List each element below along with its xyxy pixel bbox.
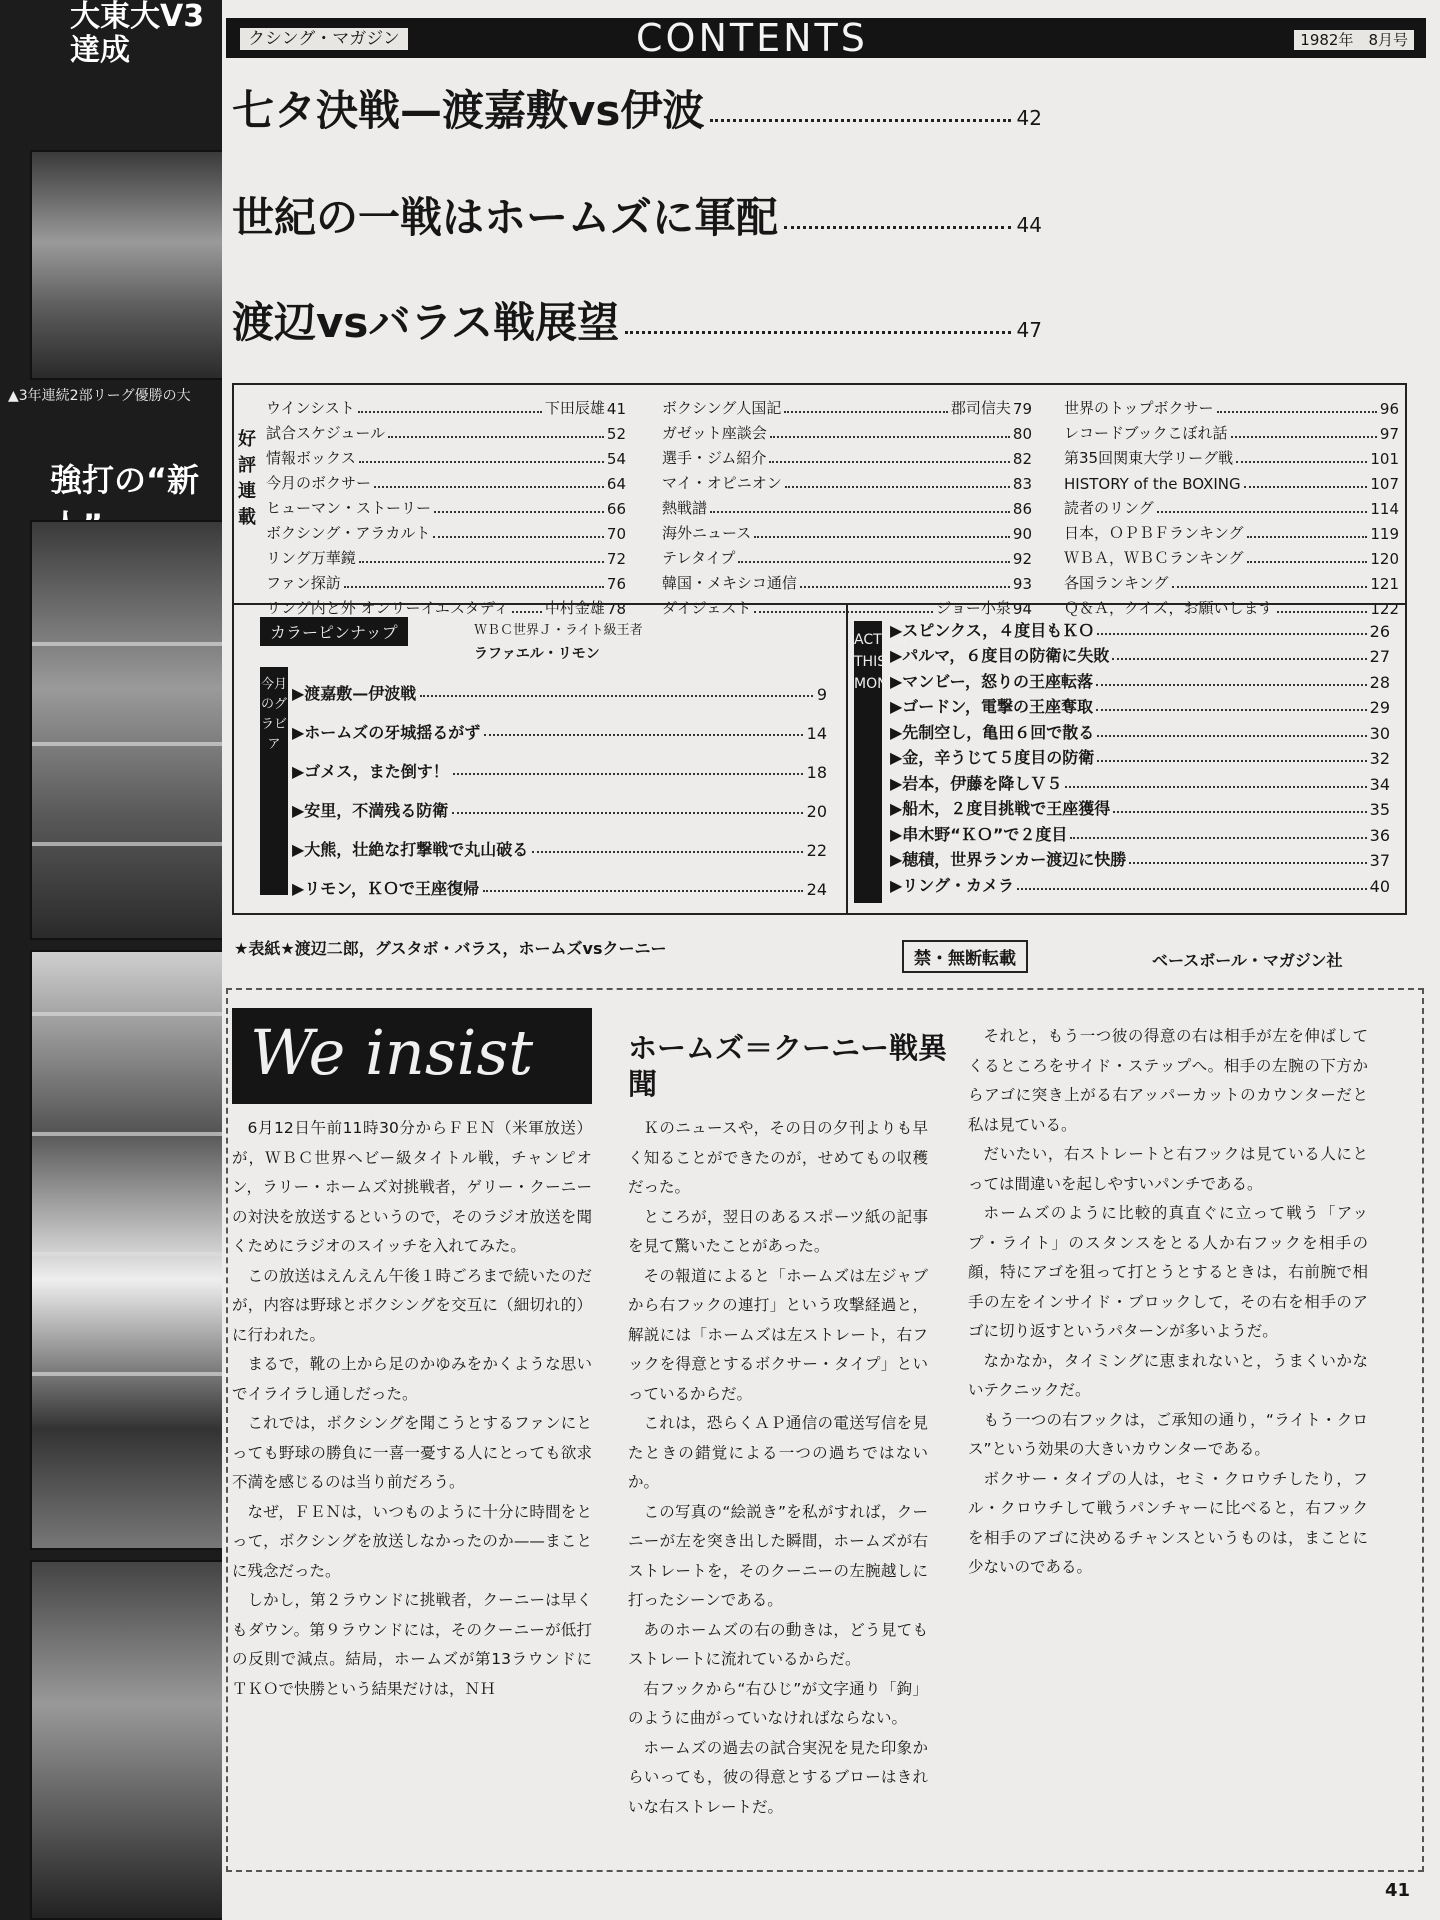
toc-item-title: ヒューマン・ストーリー	[266, 499, 432, 517]
toc-item-page: 80	[1012, 425, 1032, 443]
leader-dots	[452, 812, 802, 814]
crowd-photo	[30, 1560, 230, 1920]
leader-dots	[1113, 811, 1366, 813]
toc-item[interactable]	[662, 518, 1032, 543]
action-item-title: ▶穂積，世界ランカー渡辺に快勝	[890, 850, 1127, 869]
toc-item[interactable]	[266, 518, 626, 543]
toc-item-title: 情報ボックス	[266, 449, 356, 467]
gravure-item-title: ▶ゴメス，また倒す！	[292, 762, 449, 781]
toc-item-title: 韓国・メキシコ通信	[662, 574, 797, 592]
toc-item-page: 119	[1370, 525, 1399, 543]
toc-item-title: マイ・オピニオン	[662, 474, 782, 492]
toc-item-title: テレタイプ	[662, 549, 736, 567]
pinup-label: カラーピンナップ	[260, 617, 408, 646]
toc-item-page: 41	[606, 400, 626, 418]
leader-dots	[1157, 511, 1368, 513]
article-paragraph: なかなか，タイミングに恵まれないと，うまくいかないテクニックだ。	[968, 1351, 1368, 1399]
gravure-item-title: ▶リモン，ＫＯで王座復帰	[292, 879, 480, 898]
serial-column-3	[1064, 393, 1399, 618]
leader-dots	[359, 561, 604, 563]
gravure-label: 今月のグラビア	[260, 667, 288, 895]
gravure-item[interactable]	[292, 860, 827, 899]
publisher: ベースボール・マガジン社	[1152, 951, 1343, 970]
article-paragraph: もう一つの右フックは，ご承知の通り，“ライト・クロス”という効果の大きいカウンターである。	[968, 1410, 1368, 1458]
action-item[interactable]	[890, 768, 1390, 794]
action-item[interactable]	[890, 870, 1390, 896]
leader-dots	[1096, 709, 1367, 711]
toc-item[interactable]	[662, 493, 1032, 518]
contents-header	[226, 18, 1426, 58]
photo-strip	[0, 0, 230, 1920]
gravure-item-title: ▶ホームズの牙城揺るがず	[292, 723, 481, 742]
headline-1[interactable]	[232, 88, 1042, 134]
leader-dots	[754, 536, 1010, 538]
photo-caption: ▲3年連続2部リーグ優勝の大	[8, 388, 191, 404]
toc-item-page: 54	[606, 450, 626, 468]
cover-credit: ★表紙★渡辺二郎，グスタボ・バラス，ホームズvsクーニー	[234, 939, 667, 958]
headline-page: 47	[1016, 318, 1042, 342]
leader-dots	[532, 851, 802, 853]
article-column-1	[232, 1114, 592, 1704]
leader-dots	[388, 436, 604, 438]
article-paragraph: ボクサー・タイプの人は，セミ・クロウチしたり，フル・クロウチして戦うパンチャーに比べると，右フックを相手のアゴに決めるチャンスというものは，まことに少ないのである。	[968, 1469, 1368, 1576]
serial-label: 好評連載	[238, 429, 256, 528]
leader-dots	[1097, 633, 1366, 635]
article-paragraph: ところが，翌日のあるスポーツ紙の記事を見て驚いたことがあった。	[628, 1207, 928, 1255]
page-number: 41	[1384, 1880, 1410, 1901]
headline-page: 44	[1016, 213, 1042, 237]
toc-item-title: 試合スケジュール	[266, 424, 386, 442]
photo-caption-mid: 強打の“新	[50, 461, 200, 499]
toc-item-title: 今月のボクサー	[266, 474, 372, 492]
action-label: ACTION THIS MONTH	[854, 621, 882, 903]
toc-item[interactable]	[662, 568, 1032, 593]
toc-item-author: ジョー小泉	[936, 599, 1011, 617]
pinup-champion-name: ラファエル・リモン	[474, 646, 600, 662]
action-item[interactable]	[890, 845, 1390, 871]
toc-item-title: レコードブックこぼれ話	[1064, 424, 1228, 442]
toc-item-page: 121	[1370, 575, 1399, 593]
toc-item[interactable]	[1064, 443, 1399, 468]
toc-item-title: 各国ランキング	[1064, 574, 1169, 592]
toc-item-title: 選手・ジム紹介	[662, 449, 767, 467]
gravure-item-page: 18	[806, 763, 827, 782]
magazine-page	[222, 0, 1440, 1920]
action-item-title: ▶パルマ，６度目の防衛に失敗	[890, 646, 1110, 665]
toc-item-title: 海外ニュース	[662, 524, 752, 542]
toc-item[interactable]	[1064, 393, 1399, 418]
toc-item-author: 中村金雄	[544, 599, 605, 617]
action-item-page: 37	[1369, 851, 1390, 870]
action-list	[890, 615, 1390, 896]
gravure-item-title: ▶渡嘉敷—伊波戦	[292, 684, 417, 703]
leader-dots	[1247, 536, 1368, 538]
headline-3[interactable]	[232, 300, 1042, 346]
toc-item-title: ガゼット座談会	[662, 424, 767, 442]
leader-dots	[784, 226, 1011, 229]
article-paragraph: 6月12日午前11時30分からＦＥＮ（米軍放送）が，ＷＢＣ世界ヘビー級タイトル戦，チャンピオン，ラリー・ホームズ対挑戦者，ゲリー・クーニーの対決を放送するというので，そのラジオ放送を聞くためにラジオのスイッチを入れてみた。	[232, 1119, 592, 1255]
serial-column-1	[266, 393, 626, 618]
action-item-page: 29	[1369, 698, 1390, 717]
toc-item-page: 120	[1370, 550, 1399, 568]
article-paragraph: ホームズのように比較的真直ぐに立って戦う「アップ・ライト」のスタンスをとる人か右フックを相手の顔，特にアゴを狙って打とうとするときは，右前腕で相手の左をインサイド・ブロックして，その右を相手のアゴに切り返すというパターンが多いようだ。	[968, 1204, 1368, 1340]
toc-item[interactable]	[662, 543, 1032, 568]
leader-dots	[1070, 837, 1366, 839]
article-paragraph: なぜ，ＦＥＮは，いつものように十分に時間をとって，ボクシングを放送しなかったのか——まことに残念だった。	[232, 1502, 592, 1580]
leader-dots	[710, 511, 1010, 513]
toc-item-page: 64	[606, 475, 626, 493]
issue-date: 1982年 8月号	[1294, 30, 1414, 50]
action-item-title: ▶串木野“ＫＯ”で２度目	[890, 824, 1068, 844]
action-item-page: 40	[1369, 876, 1390, 896]
contents-title: CONTENTS	[636, 16, 868, 60]
toc-item[interactable]	[662, 418, 1032, 443]
toc-item[interactable]	[266, 443, 626, 468]
leader-dots	[1017, 888, 1367, 890]
toc-item-page: 83	[1012, 475, 1032, 493]
toc-item-page: 92	[1012, 550, 1032, 568]
toc-item-page: 101	[1370, 450, 1399, 468]
gravure-item-page: 9	[816, 685, 827, 704]
leader-dots	[453, 773, 803, 775]
leader-dots	[420, 695, 813, 697]
toc-item-author: 下田辰雄	[544, 399, 605, 417]
article-paragraph: ホームズの過去の試合実況を見た印象からいっても，彼の得意とするブローはきれいな右ストレートだ。	[628, 1738, 928, 1816]
headline-2[interactable]	[232, 195, 1042, 241]
gravure-list	[292, 665, 827, 899]
toc-item-title: HISTORY of the BOXING	[1064, 475, 1241, 493]
toc-item[interactable]	[662, 443, 1032, 468]
toc-item-page: 94	[1012, 600, 1032, 618]
toc-item-title: ＷＢＡ，ＷＢＣランキング	[1064, 549, 1244, 567]
article-paragraph: 右フックから“右ひじ”が文字通り「鉤」のように曲がっていなければならない。	[628, 1679, 928, 1727]
leader-dots	[1065, 786, 1366, 788]
toc-item-title: 第35回関東大学リーグ戦	[1064, 449, 1234, 467]
gravure-item[interactable]	[292, 782, 827, 821]
leader-dots	[770, 436, 1010, 438]
toc-item[interactable]	[1064, 543, 1399, 568]
magazine-name: クシング・マガジン	[240, 28, 408, 50]
pinup-action-section	[232, 603, 1407, 915]
leader-dots	[1097, 735, 1366, 737]
action-item[interactable]	[890, 717, 1390, 743]
leader-dots	[344, 586, 604, 588]
toc-item-page: 78	[606, 600, 626, 618]
toc-item-title: ダイジェスト	[662, 599, 752, 617]
article-paragraph: まるで，靴の上から足のかゆみをかくような思いでイライラし通しだった。	[232, 1355, 592, 1403]
action-item-page: 28	[1369, 672, 1390, 692]
action-item-title: ▶先制空し，亀田６回で散る	[890, 722, 1095, 742]
toc-item-page: 52	[606, 425, 626, 443]
no-reprint-notice: 禁・無断転載	[902, 940, 1028, 973]
action-item-title: ▶リング・カメラ	[890, 875, 1014, 895]
action-item-page: 34	[1369, 774, 1390, 794]
toc-item-title: 日本，ＯＰＢＦランキング	[1064, 524, 1244, 542]
leader-dots	[785, 486, 1010, 488]
toc-item-page: 93	[1012, 575, 1032, 593]
leader-dots	[1172, 586, 1368, 588]
toc-item[interactable]	[266, 418, 626, 443]
toc-item-page: 114	[1370, 500, 1399, 518]
action-item[interactable]	[890, 641, 1390, 667]
leader-dots	[1129, 862, 1366, 864]
we-insist-logo: We insist	[232, 1008, 592, 1104]
toc-item-page: 122	[1370, 600, 1399, 618]
leader-dots	[800, 586, 1010, 588]
gravure-item-title: ▶大熊，壮絶な打撃戦で丸山破る	[292, 840, 529, 859]
leader-dots	[784, 411, 948, 413]
leader-dots	[625, 331, 1010, 334]
article-paragraph: Ｋのニュースや，その日の夕刊よりも早く知ることができたのが，せめてもの収穫だった。	[628, 1119, 928, 1196]
toc-item-page: 107	[1370, 475, 1399, 493]
article-paragraph: この放送はえんえん午後１時ごろまで続いたのだが，内容は野球とボクシングを交互に（細切れ的）に行われた。	[232, 1266, 592, 1344]
leader-dots	[374, 486, 604, 488]
article-title: ホームズ＝クーニー戦異聞	[628, 1031, 948, 1101]
action-item-page: 26	[1369, 621, 1390, 641]
gravure-item[interactable]	[292, 821, 827, 860]
toc-item-title: 読者のリング	[1064, 499, 1154, 517]
action-item[interactable]	[890, 615, 1390, 641]
serial-column-2	[662, 393, 1032, 618]
toc-item[interactable]	[266, 393, 626, 418]
action-item-title: ▶ゴードン，電撃の王座奪取	[890, 697, 1094, 716]
action-item[interactable]	[890, 819, 1390, 845]
toc-item[interactable]	[662, 468, 1032, 493]
toc-item-author: 郡司信夫	[950, 399, 1011, 417]
leader-dots	[434, 511, 604, 513]
headline-title: 渡辺vsバラス戦展望	[232, 298, 620, 347]
toc-item-page: 97	[1379, 425, 1399, 443]
article-paragraph: それと，もう一つ彼の得意の右は相手が左を伸ばしてくるところをサイド・ステップへ。相手の左腕の下方からアゴに突き上がる右アッパーカットのカウンターだと私は見ている。	[968, 1027, 1368, 1134]
toc-item-title: ファン探訪	[266, 574, 341, 592]
toc-item-title: ボクシング人国記	[662, 399, 782, 417]
toc-item-title: 熱戦譜	[662, 499, 708, 517]
action-item-title: ▶船木，２度目挑戦で王座獲得	[890, 799, 1111, 818]
toc-item-title: ボクシング・アラカルト	[266, 524, 431, 542]
action-item[interactable]	[890, 743, 1390, 769]
leader-dots	[483, 890, 803, 892]
toc-item[interactable]	[1064, 418, 1399, 443]
toc-item-title: ウインシスト	[266, 399, 355, 417]
leader-dots	[738, 561, 1010, 563]
action-item[interactable]	[890, 666, 1390, 692]
leader-dots	[1244, 486, 1368, 488]
article-we-insist	[226, 988, 1424, 1872]
action-item-page: 32	[1369, 749, 1390, 768]
toc-item-page: 72	[606, 550, 626, 568]
divider	[846, 605, 848, 913]
toc-item-page: 66	[606, 500, 626, 518]
gravure-item-title: ▶安里，不満残る防衛	[292, 801, 449, 820]
toc-item-page: 96	[1379, 400, 1399, 418]
toc-item[interactable]	[1064, 518, 1399, 543]
pinup-champion-title: ＷＢＣ世界Ｊ・ライト級王者	[474, 623, 643, 638]
toc-item-page: 70	[606, 525, 626, 543]
gravure-item-page: 20	[806, 802, 827, 821]
toc-item-title: リング万華鏡	[266, 549, 356, 567]
toc-item-page: 76	[606, 575, 626, 593]
leader-dots	[1231, 436, 1377, 438]
serial-section	[232, 383, 1407, 618]
article-column-2	[628, 1114, 928, 1822]
action-item-page: 27	[1369, 647, 1390, 666]
gravure-item[interactable]	[292, 704, 827, 743]
toc-item-title: Ｑ＆Ａ，クイズ，お願いします	[1064, 599, 1274, 617]
action-item[interactable]	[890, 692, 1390, 718]
leader-dots	[1097, 760, 1366, 762]
toc-item[interactable]	[266, 543, 626, 568]
leader-dots	[433, 536, 604, 538]
gravure-item[interactable]	[292, 743, 827, 782]
toc-item[interactable]	[266, 493, 626, 518]
leader-dots	[710, 119, 1010, 122]
action-item-title: ▶スピンクス，４度目もＫＯ	[890, 620, 1095, 640]
toc-item[interactable]	[1064, 493, 1399, 518]
toc-item-page: 90	[1012, 525, 1032, 543]
action-item-page: 35	[1369, 800, 1390, 819]
gravure-item[interactable]	[292, 665, 827, 704]
toc-item[interactable]	[266, 568, 626, 593]
leader-dots	[359, 461, 604, 463]
action-item-page: 30	[1369, 723, 1390, 743]
article-paragraph: その報道によると「ホームズは左ジャブから右フックの連打」という攻撃経過と，解説には「ホームズは左ストレート，右フックを得意とするボクサー・タイプ」といっているからだ。	[628, 1266, 928, 1403]
boxer-photo	[30, 520, 230, 940]
leader-dots	[358, 411, 542, 413]
article-paragraph: あのホームズの右の動きは，どう見てもストレートに流れているからだ。	[628, 1620, 928, 1668]
gravure-item-page: 22	[806, 841, 827, 860]
action-item-page: 36	[1369, 825, 1390, 845]
headline-page: 42	[1016, 106, 1042, 130]
action-item-title: ▶金，辛うじて５度目の防衛	[890, 748, 1095, 767]
toc-item-page: 82	[1012, 450, 1032, 468]
leader-dots	[1112, 658, 1366, 660]
headline-title: 世紀の一戦はホームズに軍配	[232, 193, 779, 242]
action-item[interactable]	[890, 794, 1390, 820]
action-item-title: ▶マンビー，怒りの王座転落	[890, 671, 1094, 691]
gravure-item-page: 24	[806, 880, 827, 899]
ring-photo	[30, 950, 230, 1550]
toc-item[interactable]	[266, 468, 626, 493]
article-paragraph: しかし，第２ラウンドに挑戦者，クーニーは早くもダウン。第９ラウンドには，そのクーニーが低打の反則で減点。結局，ホームズが第13ラウンドにＴＫＯで快勝という結果だけは，ＮＨ	[232, 1591, 592, 1698]
toc-item[interactable]	[662, 393, 1032, 418]
article-column-3	[968, 1022, 1368, 1583]
gravure-item-page: 14	[806, 724, 827, 743]
team-photo	[30, 150, 230, 380]
leader-dots	[484, 734, 802, 736]
toc-item-title: リング内と外 オンリーイエスタディ	[266, 599, 509, 617]
leader-dots	[1247, 561, 1368, 563]
toc-item-page: 79	[1012, 400, 1032, 418]
headline-title: 七タ決戦—渡嘉敷vs伊波	[232, 86, 705, 135]
toc-item-page: 86	[1012, 500, 1032, 518]
toc-item-title: 世界のトップボクサー	[1064, 399, 1214, 417]
leader-dots	[1236, 461, 1367, 463]
leader-dots	[1217, 411, 1377, 413]
article-paragraph: この写真の“絵説き”を私がすれば，クーニーが左を突き出した瞬間，ホームズが右ストレートを，そのクーニーの左腕越しに打ったシーンである。	[628, 1502, 928, 1609]
leader-dots	[769, 461, 1010, 463]
leader-dots	[1096, 684, 1367, 686]
article-paragraph: これは，恐らくＡＰ通信の電送写信を見たときの錯覚による一つの過ちではないか。	[628, 1414, 928, 1491]
article-paragraph: だいたい，右ストレートと右フックは見ている人にとっては間違いを起しやすいパンチである。	[968, 1145, 1368, 1193]
photo-caption-top: 大東大V3達成	[70, 0, 205, 68]
toc-item[interactable]	[1064, 468, 1399, 493]
action-item-title: ▶岩本，伊藤を降しＶ５	[890, 773, 1063, 793]
toc-item[interactable]	[1064, 568, 1399, 593]
article-paragraph: これでは，ボクシングを聞こうとするファンにとっても野球の勝負に一喜一憂する人にとっても欲求不満を感じるのは当り前だろう。	[232, 1414, 592, 1491]
